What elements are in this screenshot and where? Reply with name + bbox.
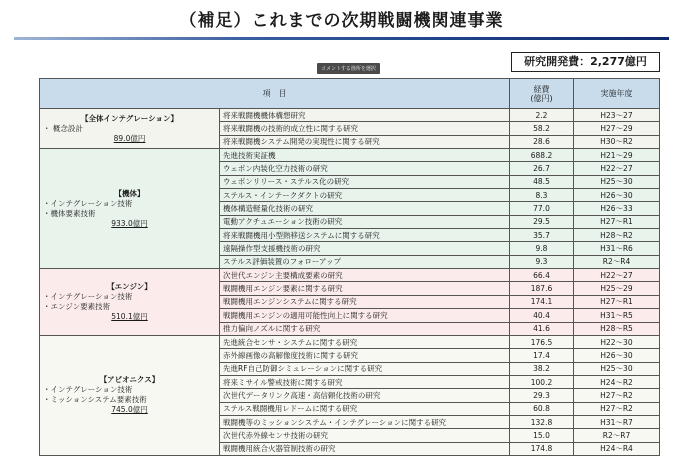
project-name: 戦闘機用統合火器管制技術の研究 <box>220 442 510 455</box>
project-years: H27～R1 <box>574 295 660 308</box>
project-name: 先進技術実証機 <box>220 149 510 162</box>
project-cost: 38.2 <box>510 362 574 375</box>
project-years: H26～30 <box>574 189 660 202</box>
project-years: H22～30 <box>574 335 660 348</box>
table-row <box>40 109 660 122</box>
category-cell <box>40 269 220 336</box>
project-years: H22～27 <box>574 162 660 175</box>
project-years: H31～R5 <box>574 309 660 322</box>
category-technology: ・インテグレーション技術 <box>43 198 133 208</box>
project-cost: 174.8 <box>510 442 574 455</box>
project-cost: 187.6 <box>510 282 574 295</box>
project-name: 機体構造軽量化技術の研究 <box>220 202 510 215</box>
project-cost: 688.2 <box>510 149 574 162</box>
project-name: 将来戦闘機用小型熱移送システムに関する研究 <box>220 229 510 242</box>
project-name: ステルス・インテークダクトの研究 <box>220 189 510 202</box>
project-years: H30～R2 <box>574 135 660 148</box>
project-name: ウェポンリリース・ステルス化の研究 <box>220 175 510 188</box>
project-years: H26～30 <box>574 349 660 362</box>
project-name: ウェポン内装化空力技術の研究 <box>220 162 510 175</box>
project-name: ステルス戦闘機用レドームに関する研究 <box>220 402 510 415</box>
project-cost: 48.5 <box>510 175 574 188</box>
project-years: H21～29 <box>574 149 660 162</box>
project-cost: 2.2 <box>510 109 574 122</box>
project-years: H31～R7 <box>574 415 660 428</box>
project-cost: 9.8 <box>510 242 574 255</box>
project-years: H27～29 <box>574 122 660 135</box>
project-name: ステルス評価装置のフォローアップ <box>220 255 510 268</box>
project-years: H31～R6 <box>574 242 660 255</box>
project-cost: 60.8 <box>510 402 574 415</box>
category-technology: ・インテグレーション技術 <box>43 291 133 301</box>
category-title: 【機体】 <box>114 188 145 198</box>
category-title: 【エンジン】 <box>107 281 152 291</box>
project-cost: 40.4 <box>510 309 574 322</box>
header-cost-unit: (億円) <box>530 93 553 103</box>
project-years: H24～R4 <box>574 442 660 455</box>
project-cost: 176.5 <box>510 335 574 348</box>
project-cost: 174.1 <box>510 295 574 308</box>
project-cost: 35.7 <box>510 229 574 242</box>
project-cost: 29.3 <box>510 389 574 402</box>
category-cell <box>40 149 220 269</box>
project-years: H25～30 <box>574 175 660 188</box>
project-years: R2～R4 <box>574 255 660 268</box>
category-technology: ・機体要素技術 <box>43 208 96 218</box>
project-name: 戦闘機用エンジンの適用可能性向上に関する研究 <box>220 309 510 322</box>
project-years: H28～R2 <box>574 229 660 242</box>
project-name: 将来戦闘機の技術的成立性に関する研究 <box>220 122 510 135</box>
category-title: 【全体インテグレーション】 <box>81 113 178 123</box>
project-name: 将来戦闘機機体構想研究 <box>220 109 510 122</box>
category-amount: 510.1億円 <box>111 311 148 321</box>
project-years: H25～30 <box>574 362 660 375</box>
category-technology: ・ 概念設計 <box>43 123 83 133</box>
projects-table-body <box>40 109 660 456</box>
category-technology: ・エンジン要素技術 <box>43 301 111 311</box>
project-cost: 29.5 <box>510 215 574 228</box>
project-name: 次世代赤外線センサ技術の研究 <box>220 429 510 442</box>
project-cost: 15.0 <box>510 429 574 442</box>
category-cell <box>40 335 220 455</box>
project-years: H27～R2 <box>574 389 660 402</box>
project-years: H24～R2 <box>574 375 660 388</box>
project-cost: 17.4 <box>510 349 574 362</box>
project-name: 将来ミサイル警戒技術に関する研究 <box>220 375 510 388</box>
project-name: 先進統合センサ・システムに関する研究 <box>220 335 510 348</box>
category-amount: 745.0億円 <box>111 405 148 415</box>
project-years: H27～R1 <box>574 215 660 228</box>
project-years: H23～27 <box>574 109 660 122</box>
project-cost: 100.2 <box>510 375 574 388</box>
project-cost: 8.3 <box>510 189 574 202</box>
project-cost: 28.6 <box>510 135 574 148</box>
category-amount: 89.0億円 <box>113 133 146 143</box>
project-name: 戦闘機用エンジン要素に関する研究 <box>220 282 510 295</box>
total-cost-box: 研究開発費：2,277億円 <box>511 52 660 72</box>
table-row <box>40 149 660 162</box>
project-name: 次世代エンジン主要構成要素の研究 <box>220 269 510 282</box>
category-amount: 933.0億円 <box>111 218 148 228</box>
project-cost: 41.6 <box>510 322 574 335</box>
project-cost: 58.2 <box>510 122 574 135</box>
project-cost: 9.3 <box>510 255 574 268</box>
table-row <box>40 269 660 282</box>
project-years: H27～R2 <box>574 402 660 415</box>
project-name: 次世代データリンク高速・高信頼化技術の研究 <box>220 389 510 402</box>
category-technology: ・インテグレーション技術 <box>43 385 133 395</box>
title-underline <box>14 37 669 40</box>
header-cost-label: 経費 <box>533 84 550 94</box>
project-years: H26～33 <box>574 202 660 215</box>
category-cell <box>40 109 220 149</box>
project-name: 将来戦闘機システム開発の実現性に関する研究 <box>220 135 510 148</box>
projects-table <box>39 78 660 456</box>
project-years: R2～R7 <box>574 429 660 442</box>
project-years: H22～27 <box>574 269 660 282</box>
project-name: 遠隔操作型支援機技術の研究 <box>220 242 510 255</box>
page-title: （補足）これまでの次期戦闘機関連事業 <box>179 11 504 31</box>
project-cost: 77.0 <box>510 202 574 215</box>
project-years: H25～29 <box>574 282 660 295</box>
project-name: 先進RF自己防御シミュレーションに関する研究 <box>220 362 510 375</box>
header-item: 項 目 <box>40 79 510 109</box>
project-name: 戦闘機等のミッションシステム・インテグレーションに関する研究 <box>220 415 510 428</box>
project-cost: 66.4 <box>510 269 574 282</box>
category-title: 【アビオニクス】 <box>99 375 160 385</box>
project-name: 戦闘機用エンジンシステムに関する研究 <box>220 295 510 308</box>
project-name: 赤外線画像の高解像度技術に関する研究 <box>220 349 510 362</box>
comment-select-button[interactable]: コメントする箇所を選択 <box>317 63 380 74</box>
header-year: 実施年度 <box>574 79 660 109</box>
project-name: 推力偏向ノズルに関する研究 <box>220 322 510 335</box>
category-technology: ・ミッションシステム要素技術 <box>43 395 147 405</box>
table-row <box>40 335 660 348</box>
project-cost: 26.7 <box>510 162 574 175</box>
project-name: 電動アクチュエーション技術の研究 <box>220 215 510 228</box>
project-cost: 132.8 <box>510 415 574 428</box>
project-years: H28～R5 <box>574 322 660 335</box>
header-cost <box>510 79 574 109</box>
